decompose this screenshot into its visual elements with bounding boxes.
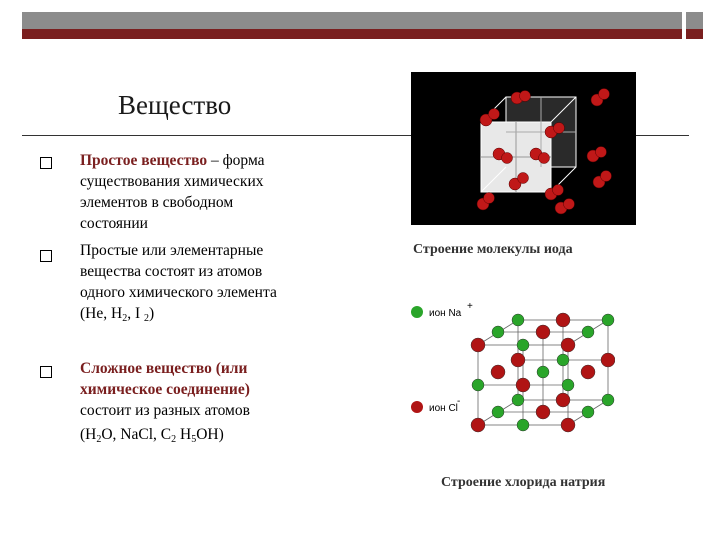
bullet-complex-substance — [80, 358, 365, 454]
header-square-dark — [686, 29, 703, 39]
formula-part: H — [176, 426, 192, 443]
formula-part: ) — [148, 305, 155, 322]
slide-title: Вещество — [118, 90, 232, 120]
legend-cl-charge: - — [457, 396, 461, 407]
legend-na-charge: + — [467, 301, 473, 312]
iodine-structure-image — [411, 72, 636, 225]
subscript: 2 — [96, 434, 102, 445]
bullet-text: элементов в свободном — [80, 194, 234, 211]
legend-na: ион Na — [429, 308, 462, 319]
formula-part: OH) — [196, 426, 224, 443]
legend-cl: ион Cl — [429, 403, 458, 414]
subscript: 5 — [191, 434, 197, 445]
formula-part: O, NaCl, C — [101, 426, 172, 443]
bullet-text: одного химического элемента — [80, 284, 277, 301]
complex-substance-term: Сложное вещество (или — [80, 360, 248, 377]
header-square-gray — [686, 12, 703, 29]
bullet-square-icon — [40, 157, 52, 169]
bullet-square-icon — [40, 250, 52, 262]
nacl-lattice-drawing — [405, 300, 615, 450]
iodine-lattice-drawing — [411, 72, 636, 225]
header-bar-gray — [22, 12, 682, 29]
sodium-ion-icon — [411, 306, 423, 318]
header-bar-dark — [22, 29, 682, 39]
chloride-ion-icon — [411, 401, 423, 413]
iodine-caption: Строение молекулы иода — [413, 242, 573, 257]
formula-part: , I — [127, 305, 144, 322]
bullet-text: существования химических — [80, 173, 264, 190]
complex-substance-term: химическое соединение) — [80, 381, 250, 398]
bullet-square-icon — [40, 366, 52, 378]
formula-part: (He, H — [80, 305, 123, 322]
bullet-text: вещества состоят из атомов — [80, 263, 263, 280]
bullet-text: Простые или элементарные — [80, 242, 264, 259]
bullet-simple-substance — [80, 150, 365, 234]
bullet-text: состоит из разных атомов — [80, 402, 250, 419]
nacl-caption: Строение хлорида натрия — [441, 475, 606, 490]
bullet-text: – форма — [211, 152, 265, 169]
subscript: 2 — [171, 434, 177, 445]
formula-part: (H — [80, 426, 97, 443]
subscript: 2 — [143, 313, 149, 324]
bullet-elementary — [80, 240, 365, 329]
subscript: 2 — [122, 313, 128, 324]
simple-substance-term: Простое вещество — [80, 152, 208, 169]
bullet-text: состоянии — [80, 215, 148, 232]
